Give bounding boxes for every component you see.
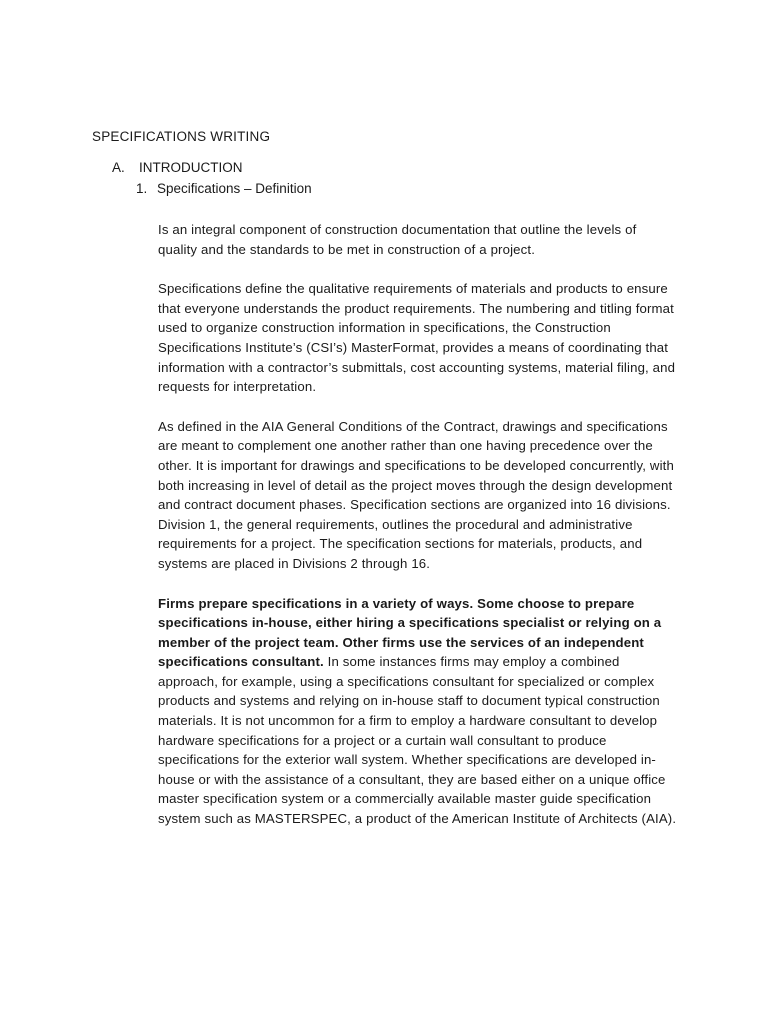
subsection-heading xyxy=(136,181,312,196)
paragraph-requirements: Specifications define the qualitative requirements of materials and products to ensure that everyone understands the product requirements. The numbering and titling format used to organize construction information in specifications, the Construction Specifications Institute’s (CSI’s) MasterFormat, provides a means of coordinating that information with a contractor’s submittals, cost accounting systems, material filing, and requests for interpretation. xyxy=(158,281,676,395)
document-body xyxy=(158,220,678,849)
paragraph-preparation xyxy=(158,594,678,829)
section-label: INTRODUCTION xyxy=(139,160,243,175)
section-heading xyxy=(112,160,243,175)
section-letter: A. xyxy=(112,160,125,175)
subsection-number: 1. xyxy=(136,181,148,196)
paragraph-definition: Is an integral component of construction documentation that outline the levels of quality and the standards to be met in construction of a project. xyxy=(158,222,637,257)
paragraph-preparation-regular: In some instances firms may employ a combined approach, for example, using a specifications consultant for specialized or complex products and systems and relying on in-house staff to document typical construction materials. It is not uncommon for a firm to employ a hardware consultant to develop hardware specifications for a project or a curtain wall consultant to produce specifications for the exterior wall system. Whether specifications are developed in-house or with the assistance of a consultant, they are based either on a unique office master specification system or a commercially available master guide specification system such as MASTERSPEC, a product of the American Institute of Architects (AIA). xyxy=(158,654,677,827)
subsection-label: Specifications – Definition xyxy=(157,181,312,196)
paragraph-preparation-bold: Firms prepare specifications in a variety of ways. Some choose to prepare specifications in-house, either hiring a specifications specialist or relying on a member of the project team. Other firms use the services of an independent specifications consultant. xyxy=(158,595,662,670)
paragraph-aia-conditions: As defined in the AIA General Conditions of the Contract, drawings and specifications are meant to complement one another rather than one having precedence over the other. It is important for drawings and specifications to be developed concurrently, with both increasing in level of detail as the project moves through the design development and contract document phases. Specification sections are organized into 16 divisions. Division 1, the general requirements, outlines the procedural and administrative requirements for a project. The specification sections for materials, products, and systems are placed in Divisions 2 through 16. xyxy=(158,418,674,571)
document-title: SPECIFICATIONS WRITING xyxy=(92,129,271,144)
